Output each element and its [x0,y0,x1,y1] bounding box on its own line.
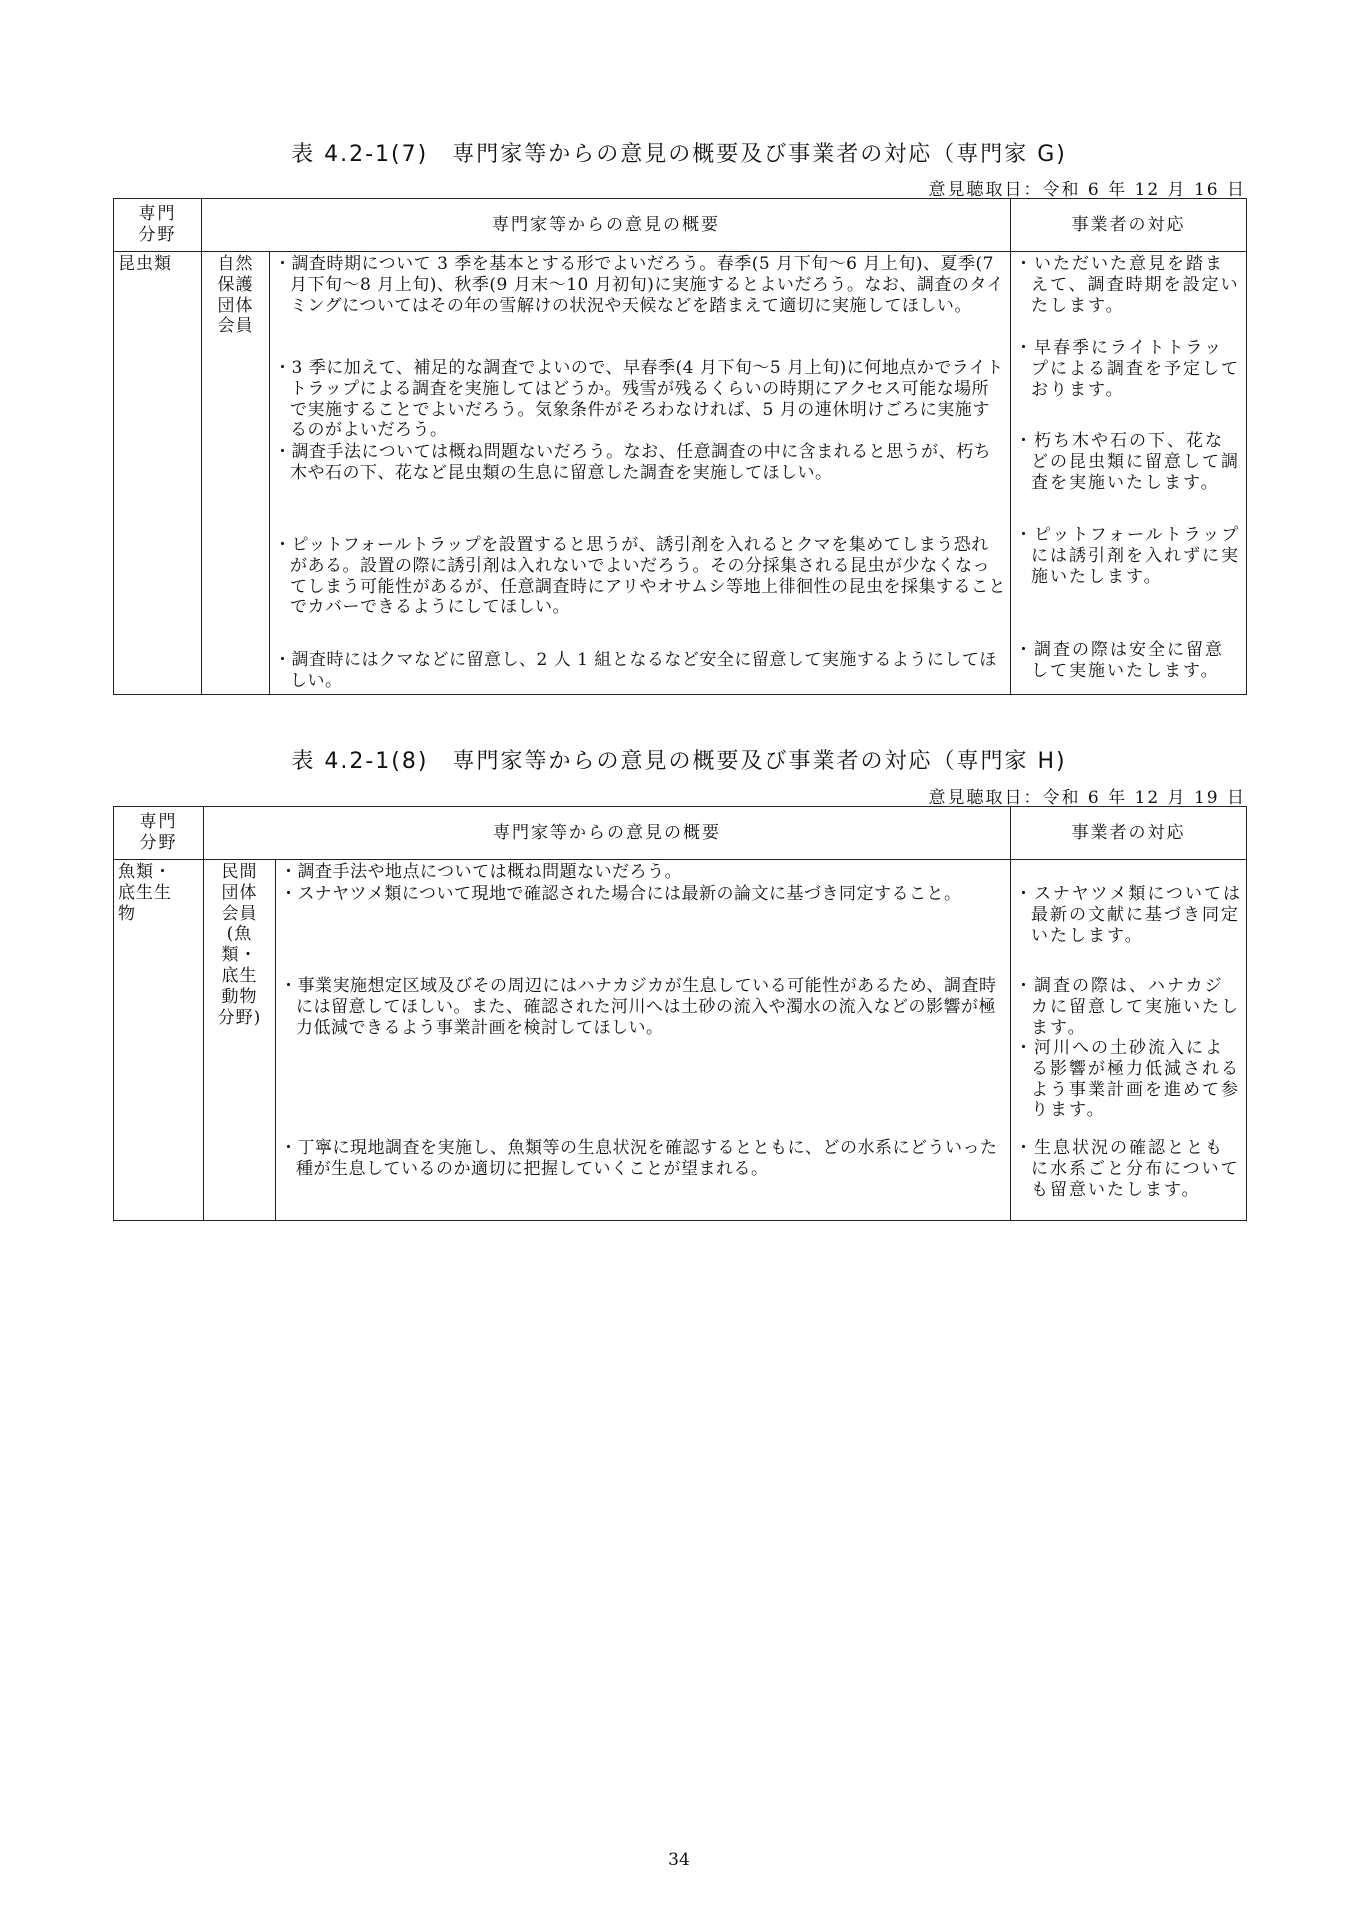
header-field: 専門分野 [114,807,204,860]
opinion-item: ・調査時にはクマなどに留意し、2 人 1 組となるなど安全に留意して実施するようにしてほしい。 [274,650,997,691]
response-item: ・生息状況の確認とともに水系ごと分布についても留意いたします。 [1015,1138,1240,1200]
response-item: ・河川への土砂流入による影響が極力低減されるよう事業計画を進めて参ります。 [1015,1038,1240,1121]
table8 [113,806,1247,1221]
response-item: ・調査の際は安全に留意して実施いたします。 [1015,640,1224,681]
response-item: ・朽ち木や石の下、花などの昆虫類に留意して調査を実施いたします。 [1015,431,1240,493]
response-cell [1011,252,1247,695]
table7-body-row [114,252,1247,695]
field-cell: 昆虫類 [114,252,202,695]
response-cell [1011,860,1247,1221]
org-cell: 自然保護団体会員 [202,252,270,695]
table7-hearing-date: 意見聴取日：令和 6 年 12 月 16 日 [928,180,1246,200]
response-item: ・調査の際は、ハナカジカに留意して実施いたします。 [1015,976,1240,1038]
table7-title: 表 4.2-1(7) 専門家等からの意見の概要及び事業者の対応（専門家 G) [291,142,1067,167]
field-cell: 魚類・底生生物 [114,860,204,1221]
opinion-cell [270,252,1011,695]
response-item: ・いただいた意見を踏まえて、調査時期を設定いたします。 [1015,254,1240,316]
opinion-item: ・スナヤツメ類について現地で確認された場合には最新の論文に基づき同定すること。 [280,884,962,904]
table7 [113,198,1247,695]
page-number: 34 [668,1850,690,1870]
response-item: ・早春季にライトトラップによる調査を予定しております。 [1015,338,1240,400]
table8-body-row [114,860,1247,1221]
table8-hearing-date: 意見聴取日：令和 6 年 12 月 19 日 [928,788,1246,808]
header-response: 事業者の対応 [1011,807,1247,860]
table7-header-row [114,199,1247,252]
header-response: 事業者の対応 [1011,199,1247,252]
opinion-item: ・ピットフォールトラップを設置すると思うが、誘引剤を入れるとクマを集めてしまう恐れがある。設置の際に誘引剤は入れないでよいだろう。その分採集される昆虫が少なくなってしまう可能性があるが、任意調査時にアリやオサムシ等地上徘徊性の昆虫を採集することでカバーできるようにしてほしい。 [274,535,1006,618]
opinion-item: ・事業実施想定区域及びその周辺にはハナカジカが生息している可能性があるため、調査時には留意してほしい。また、確認された河川へは土砂の流入や濁水の流入などの影響が極力低減できるよう事業計画を検討してほしい。 [280,976,997,1038]
header-field: 専門分野 [114,199,202,252]
opinion-item: ・3 季に加えて、補足的な調査でよいので、早春季(4 月下旬～5 月上旬)に何地点かでライトトラップによる調査を実施してはどうか。残雪が残るくらいの時期にアクセス可能な場所で実施することでよいだろう。気象条件がそろわなければ、5 月の連休明けごろに実施するのがよいだろう。 [274,358,1004,441]
response-item: ・スナヤツメ類については最新の文献に基づき同定いたします。 [1015,884,1242,946]
opinion-item: ・調査手法については概ね問題ないだろう。なお、任意調査の中に含まれると思うが、朽ち木や石の下、花など昆虫類の生息に留意した調査を実施してほしい。 [274,442,992,483]
table8-title: 表 4.2-1(8) 専門家等からの意見の概要及び事業者の対応（専門家 H) [291,749,1067,774]
opinion-item: ・丁寧に現地調査を実施し、魚類等の生息状況を確認するとともに、どの水系にどういった種が生息しているのか適切に把握していくことが望まれる。 [280,1138,998,1179]
header-opinion: 専門家等からの意見の概要 [202,199,1011,252]
opinion-item: ・調査手法や地点については概ね問題ないだろう。 [280,862,683,882]
header-opinion: 専門家等からの意見の概要 [204,807,1011,860]
response-item: ・ピットフォールトラップには誘引剤を入れずに実施いたします。 [1015,525,1241,587]
table8-header-row [114,807,1247,860]
opinion-item: ・調査時期について 3 季を基本とする形でよいだろう。春季(5 月下旬～6 月上旬)、夏季(7 月下旬～8 月上旬)、秋季(9 月末～10 月初旬)に実施するとよいだろう。なお、調査のタイミングについてはその年の雪解けの状況や天候などを踏まえて適切に実施してほしい。 [274,254,1005,316]
opinion-cell [276,860,1011,1221]
org-cell: 民間団体会員(魚類・底生動物分野) [204,860,276,1221]
